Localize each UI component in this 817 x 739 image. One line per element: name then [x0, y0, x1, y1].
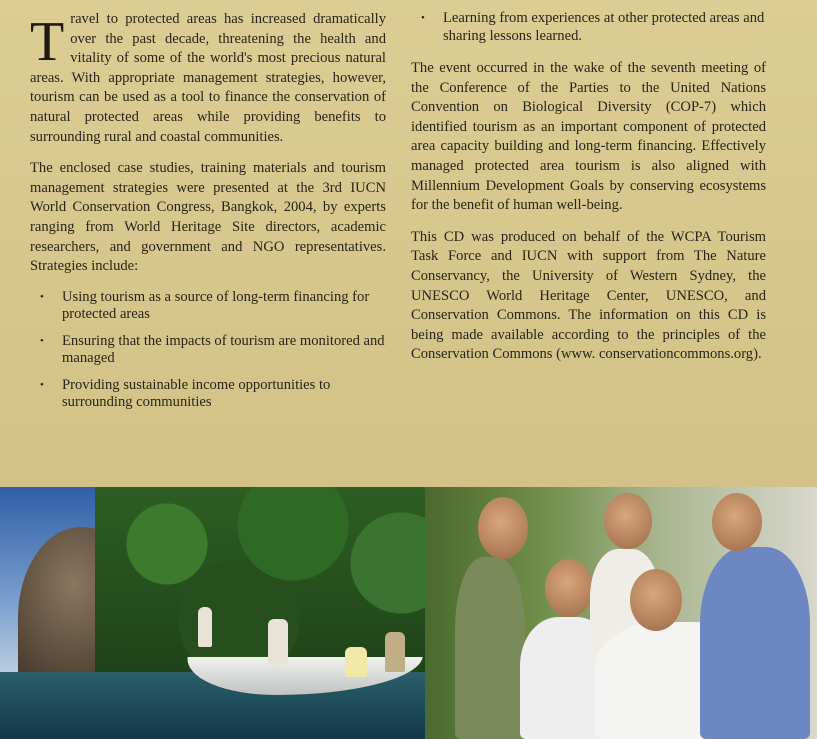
list-item: • Learning from experiences at other protected areas and sharing lessons learned. — [411, 10, 766, 45]
fisherman-figure — [268, 619, 288, 665]
person-face — [478, 497, 528, 559]
left-column — [30, 10, 386, 421]
person-face — [545, 559, 593, 617]
fisherman-figure — [198, 607, 212, 647]
list-item: • Ensuring that the impacts of tourism are monitored and managed — [30, 333, 386, 368]
strategies-list-continued — [411, 10, 766, 45]
intro-paragraph — [30, 10, 386, 147]
strategies-list — [30, 289, 386, 412]
person-face — [604, 493, 652, 549]
person-face — [712, 493, 762, 551]
fisherman-figure — [345, 647, 367, 677]
list-item: • Using tourism as a source of long-term financing for protected areas — [30, 289, 386, 324]
intro-text: ravel to protected areas has increased dramatically over the past decade, threatening the health and vitality of some of the world's most precious natural areas. With appropriate management strategies, however, tourism can be used as a tool to finance the conservation of natural protected areas while providing benefits to surrounding rural and coastal communities. — [30, 11, 386, 145]
dropcap-letter: T — [30, 11, 65, 73]
fisherman-figure — [385, 632, 405, 672]
photo-collage — [0, 487, 817, 739]
event-paragraph: The event occurred in the wake of the seventh meeting of the Conference of the Parties to the United Nations Convention on Biological Diversity (COP-7) which identified tourism as an important component of protected area capacity building and long-term financing. Effectively managed protected area tourism is also aligned with Millennium Development Goals by conserving ecosystems for the benefit of human well-being. — [411, 60, 766, 214]
strategies-paragraph: The enclosed case studies, training materials and tourism management strategies were presented at the 3rd IUCN World Conservation Congress, Bangkok, 2004, by experts ranging from World Heritage Site directors, academic researchers, and government and NGO representatives. Strategies include: — [30, 160, 386, 275]
person-figure — [455, 557, 525, 739]
list-item: • Providing sustainable income opportunities to surrounding communities — [30, 377, 386, 412]
person-face — [630, 569, 682, 631]
right-column — [411, 10, 766, 377]
person-figure — [700, 547, 810, 739]
credits-paragraph: This CD was produced on behalf of the WCPA Tourism Task Force and IUCN with support from The Nature Conservancy, the University of Western Sydney, the UNESCO World Heritage Center, UNESCO, and Conservation Commons. The information on this CD is being made available according to the principles of the Conservation Commons (www. conservationcommons.org). — [411, 228, 766, 363]
